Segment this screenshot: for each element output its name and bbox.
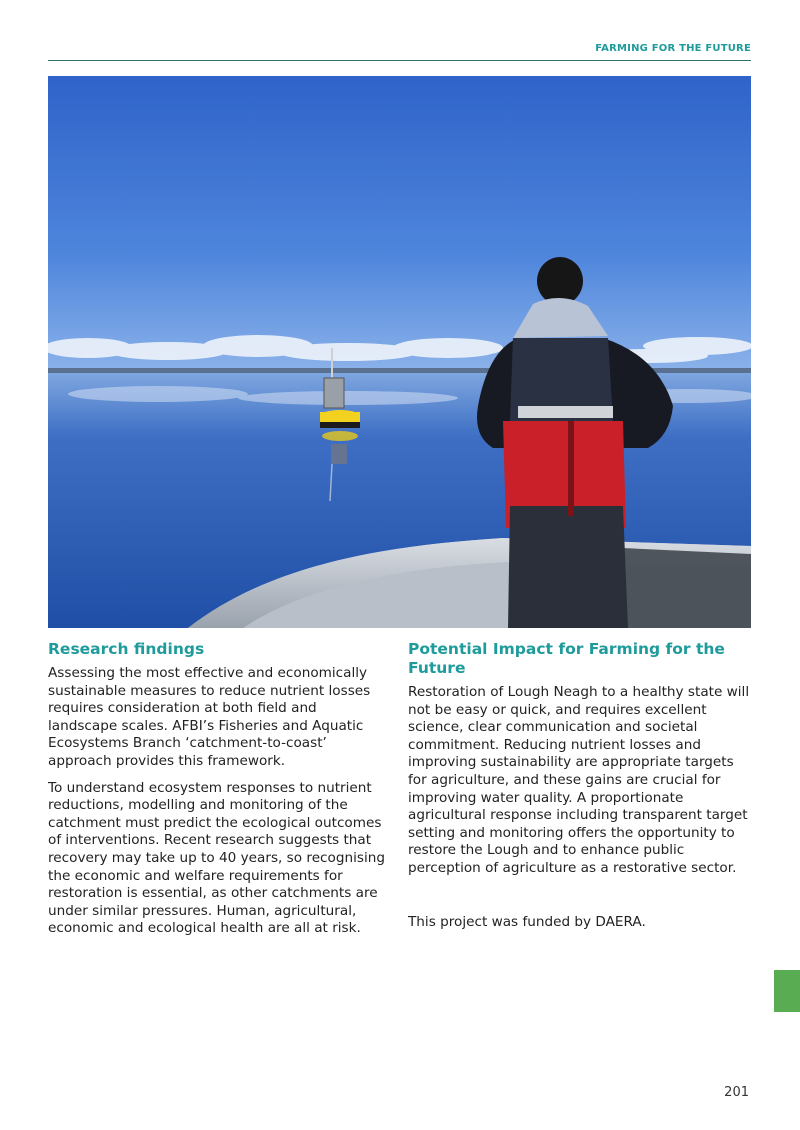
page-number: 201 — [724, 1085, 749, 1100]
research-findings-paragraph-1: Assessing the most effective and economically sustainable measures to reduce nutrient losses requires consideration at both field and landscape scales. AFBI’s Fisheries and Aquatic Ecosystems Branch ‘catchment-to-coast’ approach provides this framework. — [48, 665, 371, 769]
research-findings-column — [48, 640, 388, 947]
research-findings-paragraph-2: To understand ecosystem responses to nutrient reductions, modelling and monitoring of the catchment must predict the ecological outcomes of interventions. Recent research suggests that recovery may take up to 40 years, so recognising the economic and welfare requirements for restoration is essential, as other catchments are under similar pressures. Human, agricultural, economic and ecological health are all at risk. — [48, 779, 385, 937]
potential-impact-column — [408, 640, 753, 940]
research-findings-title: Research findings — [48, 640, 205, 658]
potential-impact-title: Potential Impact for Farming for the Future — [408, 640, 725, 677]
section-side-tab — [774, 970, 800, 1012]
header-divider — [48, 60, 751, 61]
potential-impact-paragraph: Restoration of Lough Neagh to a healthy state will not be easy or quick, and requires excellent science, clear communication and societal commitment. Reducing nutrient losses and improving sustainability are appropriate targets for agriculture, and these gains are crucial for improving water quality. A proportionate agricultural response including transparent target setting and monitoring offers the opportunity to restore the Lough and to enhance public perception of agriculture as a restorative sector. — [408, 684, 750, 876]
sky — [48, 76, 751, 376]
funding-note: This project was funded by DAERA. — [408, 913, 646, 930]
running-head: FARMING FOR THE FUTURE — [595, 43, 751, 54]
lake-photo — [48, 76, 751, 628]
